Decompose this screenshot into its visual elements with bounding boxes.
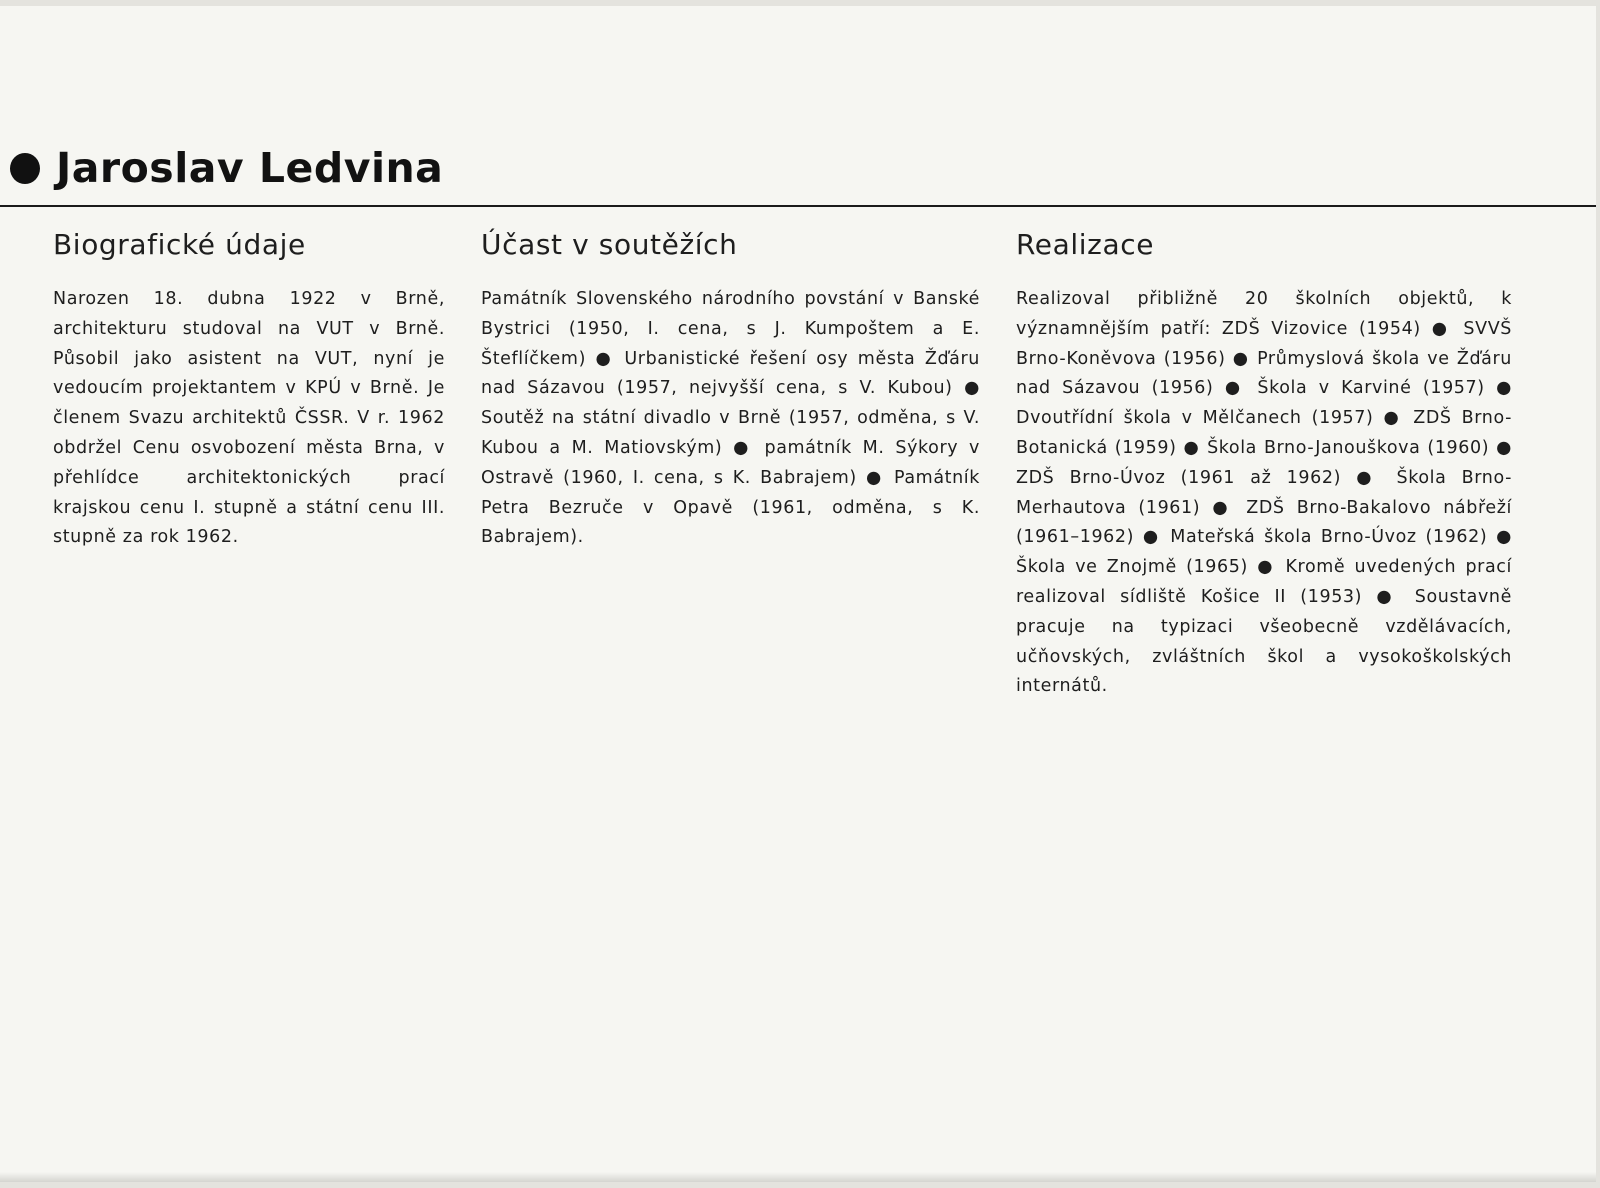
realizations-text: Realizoval přibližně 20 školních objektů, k významnějším patří: ZDŠ Vizovice (1954) ● SVVŠ Brno-Koněvova (1956) ● Průmyslová škola ve Žďáru nad Sázavou (1956) ● Škola v Karviné (1957) ● Dvoutřídní škola v Mělčanech (1957) ● ZDŠ Brno-Botanická (1959) ● Škola Brno-Janouškova (1960) ● ZDŠ Brno-Úvoz (1961 až 1962) ● Škola Brno-Merhautova (1961) ● ZDŠ Brno-Bakalovo nábřeží (1961–1962) ● Mateřská škola Brno-Úvoz (1962) ● Škola ve Znojmě (1965) ● Kromě uvedených prací realizoval sídliště Košice II (1953) ● Soustavně pracuje na typizaci všeobecně vzdělávacích, učňovských, zvláštních škol a vysokoškolských internátů.	[1016, 289, 1512, 697]
page-edge-shadow	[0, 1172, 1596, 1182]
page-heading	[10, 138, 443, 198]
architect-name: Jaroslav Ledvina	[56, 144, 444, 192]
competitions-text: Památník Slovenského národního povstání v Banské Bystrici (1950, I. cena, s J. Kumpoštem a E. Šteflíčkem) ● Urbanistické řešení osy města Žďáru nad Sázavou (1957, nejvyšší cena, s V. Kubou) ● Soutěž na státní divadlo v Brně (1957, odměna, s V. Kubou a M. Matiovským) ● památník M. Sýkory v Ostravě (1960, I. cena, s K. Babrajem) ● Památník Petra Bezruče v Opavě (1961, odměna, s K. Babrajem).	[481, 289, 980, 548]
biography-text: Narozen 18. dubna 1922 v Brně, architekturu studoval na VUT v Brně. Působil jako asistent na VUT, nyní je vedoucím projektantem v KPÚ v Brně. Je členem Svazu architektů ČSSR. V r. 1962 obdržel Cenu osvobození města Brna, v přehlídce architektonických prací krajskou cenu I. stupně a státní cenu III. stupně za rok 1962.	[53, 289, 445, 548]
competitions-column	[481, 228, 980, 553]
biography-title: Biografické údaje	[53, 228, 306, 261]
biography-column	[53, 228, 445, 553]
realizations-column	[1016, 228, 1512, 702]
page	[0, 6, 1596, 1182]
realizations-title: Realizace	[1016, 228, 1155, 261]
heading-divider	[0, 205, 1596, 207]
competitions-title: Účast v soutěžích	[481, 228, 738, 261]
bullet-icon	[10, 153, 40, 184]
